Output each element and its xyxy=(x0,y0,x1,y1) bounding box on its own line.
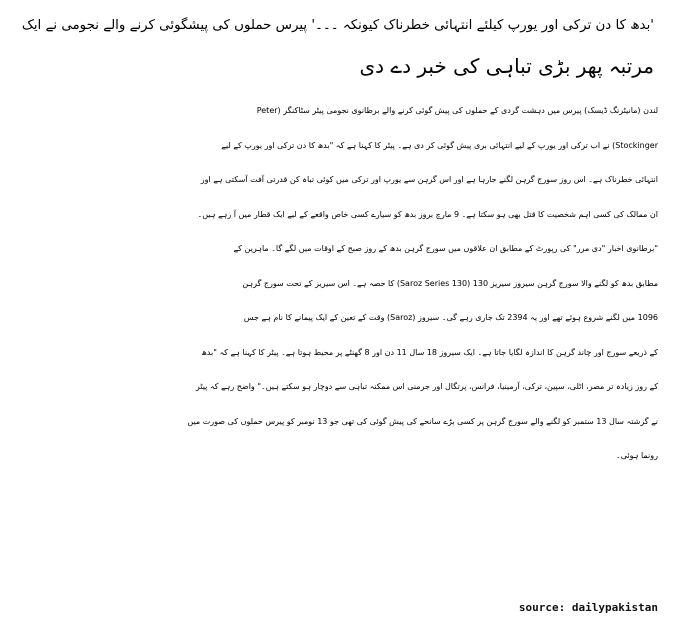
headline xyxy=(14,6,662,86)
article-line-2: Stockinger) نے اب ترکی اور یورپ کے لیے انتہائی بری پیش گوئی کر دی ہے۔ پیٹر کا کہنا ہے کہ "بدھ کا دن ترکی اور یورپ کے لیے xyxy=(221,140,658,150)
article-line-1: لندن (مانیٹرنگ ڈیسک) پیرس میں دہشت گردی کے حملوں کی پیش گوئی کرنے والے برطانوی نجومی پیٹر سٹاکنگر (Peter xyxy=(256,106,658,115)
headline-line-1: 'بدھ کا دن ترکی اور یورپ کیلئے انتہائی خطرناک کیونکہ ۔۔۔' پیرس حملوں کی پیشگوئی کرنے والے نجومی نے ایک xyxy=(21,18,654,33)
source-credit: source: dailypakistan xyxy=(518,601,658,614)
headline-line-2: مرتبہ پھر بڑی تباہی کی خبر دے دی xyxy=(359,54,654,78)
article-line-6: مطابق بدھ کو لگنے والا سورج گرہن سیروز سیریز 130 (Saroz Series 130) کا حصہ ہے۔ اس سیریز کے تحت سورج گرہن xyxy=(242,278,658,288)
article-line-3: انتہائی خطرناک ہے۔ اس روز سورج گرہن لگنے جارہا ہے اور اس گرہن سے یورپ اور ترکی میں کوئی تباہ کن قدرتی آفت آسکتی ہے اور xyxy=(200,175,658,184)
article-line-5: "برطانوی اخبار "دی مرر" کی رپورٹ کے مطابق ان علاقوں میں سورج گرہن بدھ کے روز صبح کے اوقات میں لگے گا۔ ماہرین کے xyxy=(233,244,658,253)
article-line-11: رونما ہوئی۔ xyxy=(616,451,658,460)
article-line-7: 1096 میں لگنے شروع ہوئے تھے اور یہ 2394 تک جاری رہے گی۔ سیروز (Saroz) وقت کے تعین کے ایک پیمانے کا نام ہے جس xyxy=(243,313,658,322)
article-line-9: کے روز زیادہ تر مصر، اٹلی، سپین، ترکی، آرمینیا، فرانس، پرتگال اور جرمنی اس ممکنہ تباہی سے دوچار ہو سکتے ہیں۔" واضح رہے کہ پیٹر xyxy=(195,382,658,391)
article-line-4: ان ممالک کی کسی اہم شخصیت کا قتل بھی ہو سکتا ہے۔ 9 مارچ بروز بدھ کو سیارے کسی خاص واقعے کے لیے ایک قطار میں آ رہے ہیں۔ xyxy=(197,209,658,219)
article-line-10: نے گزشتہ سال 13 ستمبر کو لگنے والے سورج گرہن پر کسی بڑے سانحے کی پیش گوئی کی تھی جو 13 نومبر کو پیرس حملوں کی صورت میں xyxy=(187,416,658,426)
article-body xyxy=(14,94,662,474)
article-line-8: کے ذریعے سورج اور چاند گرہن کا اندازہ لگایا جاتا ہے۔ ایک سیروز 18 سال 11 دن اور 8 گھنٹے پر محیط ہوتا ہے۔ پیٹر کا کہنا ہے کہ "بدھ xyxy=(201,347,658,357)
